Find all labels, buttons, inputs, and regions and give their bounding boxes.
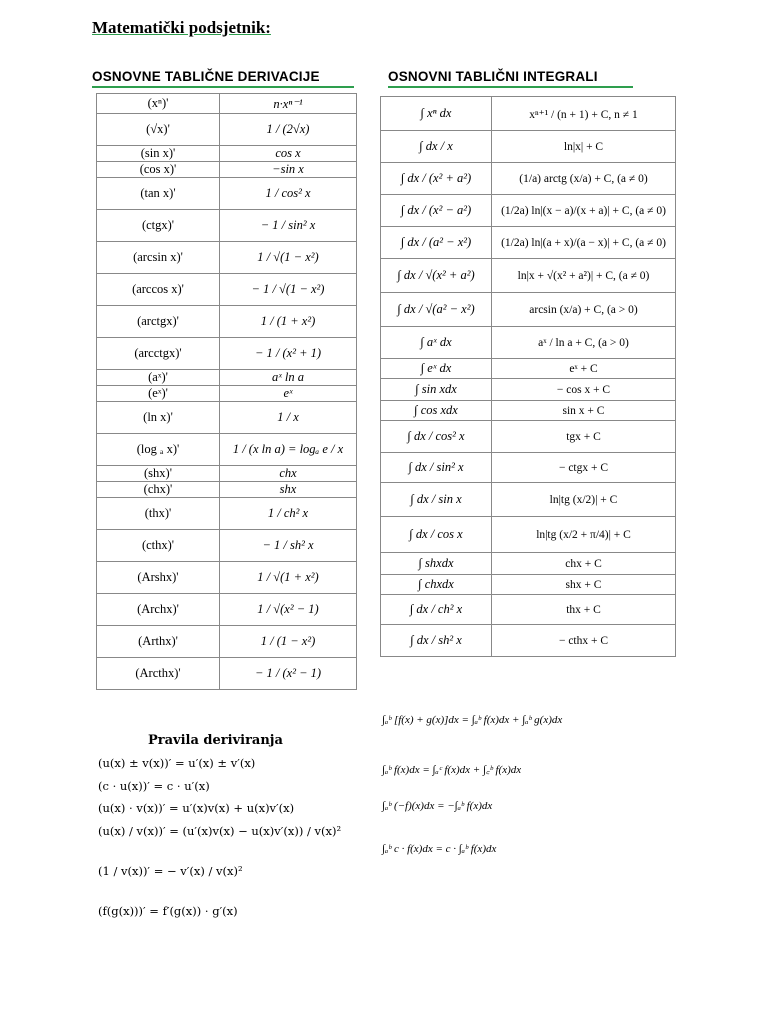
integral-expression: ∫ dx / cos x <box>381 517 492 553</box>
integral-row <box>381 259 676 293</box>
integral-result: chx + C <box>492 553 676 575</box>
integral-result: − ctgx + C <box>492 453 676 483</box>
integral-expression: ∫ eˣ dx <box>381 359 492 379</box>
derivative-result: 1 / (2√x) <box>220 114 357 146</box>
differentiation-rule: (u(x) / v(x))′ = (u′(x)v(x) − u(x)v′(x)) / v(x)² <box>98 824 342 838</box>
integral-expression: ∫ dx / (x² − a²) <box>381 195 492 227</box>
integral-row <box>381 293 676 327</box>
integral-result: eˣ + C <box>492 359 676 379</box>
integral-row <box>381 421 676 453</box>
derivative-function: (ctgx)' <box>97 210 220 242</box>
integral-expression: ∫ dx / (a² − x²) <box>381 227 492 259</box>
integral-expression: ∫ sin xdx <box>381 379 492 401</box>
integral-row <box>381 553 676 575</box>
integral-property: ∫ₐᵇ [f(x) + g(x)]dx = ∫ₐᵇ f(x)dx + ∫ₐᵇ g(x)dx <box>382 714 563 726</box>
integral-expression: ∫ dx / (x² + a²) <box>381 163 492 195</box>
derivative-row <box>97 498 357 530</box>
integral-result: arcsin (x/a) + C, (a > 0) <box>492 293 676 327</box>
derivative-function: (Arshx)' <box>97 562 220 594</box>
integral-expression: ∫ xⁿ dx <box>381 97 492 131</box>
derivative-function: (eˣ)' <box>97 386 220 402</box>
integrals-heading: OSNOVNI TABLIČNI INTEGRALI <box>388 69 598 84</box>
derivative-function: (Arthx)' <box>97 626 220 658</box>
derivative-row <box>97 178 357 210</box>
integral-row <box>381 131 676 163</box>
integral-row <box>381 595 676 625</box>
derivative-row <box>97 242 357 274</box>
derivative-result: eˣ <box>220 386 357 402</box>
derivative-result: chx <box>220 466 357 482</box>
integral-result: tgx + C <box>492 421 676 453</box>
integral-row <box>381 97 676 131</box>
derivative-result: aˣ ln a <box>220 370 357 386</box>
derivatives-table <box>96 93 357 690</box>
derivative-row <box>97 114 357 146</box>
integrals-table <box>380 96 676 657</box>
derivative-result: 1 / √(1 − x²) <box>220 242 357 274</box>
derivative-row <box>97 306 357 338</box>
integral-expression: ∫ dx / cos² x <box>381 421 492 453</box>
integral-row <box>381 379 676 401</box>
integral-result: ln|tg (x/2 + π/4)| + C <box>492 517 676 553</box>
derivative-function: (arcsin x)' <box>97 242 220 274</box>
differentiation-rule: (1 / v(x))′ = − v′(x) / v(x)² <box>98 864 243 878</box>
integral-result: − cos x + C <box>492 379 676 401</box>
derivative-function: (shx)' <box>97 466 220 482</box>
integral-row <box>381 401 676 421</box>
integral-expression: ∫ dx / √(a² − x²) <box>381 293 492 327</box>
derivative-row <box>97 94 357 114</box>
derivative-row <box>97 370 357 386</box>
integral-row <box>381 227 676 259</box>
derivative-function: (arctgx)' <box>97 306 220 338</box>
derivative-function: (√x)' <box>97 114 220 146</box>
derivative-function: (xⁿ)' <box>97 94 220 114</box>
page-title: Matematički podsjetnik: <box>92 18 271 37</box>
integral-result: − cthx + C <box>492 625 676 657</box>
integral-result: sin x + C <box>492 401 676 421</box>
integral-result: (1/2a) ln|(a + x)/(a − x)| + C, (a ≠ 0) <box>492 227 676 259</box>
integral-expression: ∫ dx / √(x² + a²) <box>381 259 492 293</box>
derivative-result: cos x <box>220 146 357 162</box>
integral-row <box>381 575 676 595</box>
derivative-function: (Archx)' <box>97 594 220 626</box>
integral-row <box>381 327 676 359</box>
integral-expression: ∫ dx / ch² x <box>381 595 492 625</box>
derivative-result: 1 / ch² x <box>220 498 357 530</box>
integral-expression: ∫ aˣ dx <box>381 327 492 359</box>
derivative-function: (cos x)' <box>97 162 220 178</box>
derivative-result: − 1 / sh² x <box>220 530 357 562</box>
integral-row <box>381 359 676 379</box>
integral-result: ln|tg (x/2)| + C <box>492 483 676 517</box>
integral-result: ln|x| + C <box>492 131 676 163</box>
derivative-function: (Arcthx)' <box>97 658 220 690</box>
derivative-result: 1 / √(x² − 1) <box>220 594 357 626</box>
integral-result: (1/a) arctg (x/a) + C, (a ≠ 0) <box>492 163 676 195</box>
integral-row <box>381 625 676 657</box>
derivative-result: 1 / x <box>220 402 357 434</box>
derivative-result: 1 / √(1 + x²) <box>220 562 357 594</box>
integral-result: (1/2a) ln|(x − a)/(x + a)| + C, (a ≠ 0) <box>492 195 676 227</box>
differentiation-rule: (c · u(x))′ = c · u′(x) <box>98 779 210 793</box>
rules-title: Pravila deriviranja <box>148 733 283 748</box>
derivative-result: n·xⁿ⁻¹ <box>220 94 357 114</box>
integral-expression: ∫ dx / sin² x <box>381 453 492 483</box>
derivative-result: −sin x <box>220 162 357 178</box>
derivative-row <box>97 482 357 498</box>
derivative-row <box>97 402 357 434</box>
integral-row <box>381 453 676 483</box>
derivative-row <box>97 434 357 466</box>
integral-row <box>381 195 676 227</box>
integrals-heading-underline <box>388 86 633 88</box>
integral-expression: ∫ chxdx <box>381 575 492 595</box>
integral-expression: ∫ dx / sin x <box>381 483 492 517</box>
derivative-row <box>97 562 357 594</box>
derivative-function: (sin x)' <box>97 146 220 162</box>
integral-property: ∫ₐᵇ (−f)(x)dx = −∫ₐᵇ f(x)dx <box>382 800 493 812</box>
derivative-row <box>97 162 357 178</box>
derivative-result: − 1 / (x² + 1) <box>220 338 357 370</box>
integral-property: ∫ₐᵇ c · f(x)dx = c · ∫ₐᵇ f(x)dx <box>382 843 497 855</box>
differentiation-rule: (u(x) ± v(x))′ = u′(x) ± v′(x) <box>98 756 256 770</box>
derivative-result: − 1 / sin² x <box>220 210 357 242</box>
integral-expression: ∫ shxdx <box>381 553 492 575</box>
derivative-function: (arcctgx)' <box>97 338 220 370</box>
derivative-function: (aˣ)' <box>97 370 220 386</box>
derivative-result: − 1 / √(1 − x²) <box>220 274 357 306</box>
derivative-function: (thx)' <box>97 498 220 530</box>
integral-property: ∫ₐᵇ f(x)dx = ∫ₐᶜ f(x)dx + ∫꜀ᵇ f(x)dx <box>382 764 522 776</box>
derivative-row <box>97 658 357 690</box>
derivative-result: 1 / cos² x <box>220 178 357 210</box>
integral-expression: ∫ dx / x <box>381 131 492 163</box>
integral-expression: ∫ cos xdx <box>381 401 492 421</box>
derivative-result: 1 / (1 − x²) <box>220 626 357 658</box>
derivative-row <box>97 626 357 658</box>
derivative-function: (log ₐ x)' <box>97 434 220 466</box>
differentiation-rule: (u(x) · v(x))′ = u′(x)v(x) + u(x)v′(x) <box>98 801 295 815</box>
derivative-function: (ln x)' <box>97 402 220 434</box>
integral-row <box>381 517 676 553</box>
integral-result: shx + C <box>492 575 676 595</box>
derivative-function: (tan x)' <box>97 178 220 210</box>
derivative-function: (arccos x)' <box>97 274 220 306</box>
derivative-row <box>97 386 357 402</box>
integral-result: xⁿ⁺¹ / (n + 1) + C, n ≠ 1 <box>492 97 676 131</box>
derivatives-heading: OSNOVNE TABLIČNE DERIVACIJE <box>92 69 320 84</box>
integral-result: thx + C <box>492 595 676 625</box>
derivative-row <box>97 466 357 482</box>
integral-row <box>381 163 676 195</box>
integral-expression: ∫ dx / sh² x <box>381 625 492 657</box>
derivative-result: − 1 / (x² − 1) <box>220 658 357 690</box>
derivative-function: (cthx)' <box>97 530 220 562</box>
derivative-row <box>97 338 357 370</box>
derivative-row <box>97 146 357 162</box>
integral-result: ln|x + √(x² + a²)| + C, (a ≠ 0) <box>492 259 676 293</box>
derivative-function: (chx)' <box>97 482 220 498</box>
derivative-row <box>97 530 357 562</box>
derivative-result: 1 / (x ln a) = logₐ e / x <box>220 434 357 466</box>
integral-result: aˣ / ln a + C, (a > 0) <box>492 327 676 359</box>
differentiation-rule: (f(g(x)))′ = f′(g(x)) · g′(x) <box>98 904 238 918</box>
derivative-result: 1 / (1 + x²) <box>220 306 357 338</box>
derivative-row <box>97 594 357 626</box>
derivative-row <box>97 274 357 306</box>
integral-row <box>381 483 676 517</box>
derivative-row <box>97 210 357 242</box>
derivative-result: shx <box>220 482 357 498</box>
derivatives-heading-underline <box>92 86 354 88</box>
